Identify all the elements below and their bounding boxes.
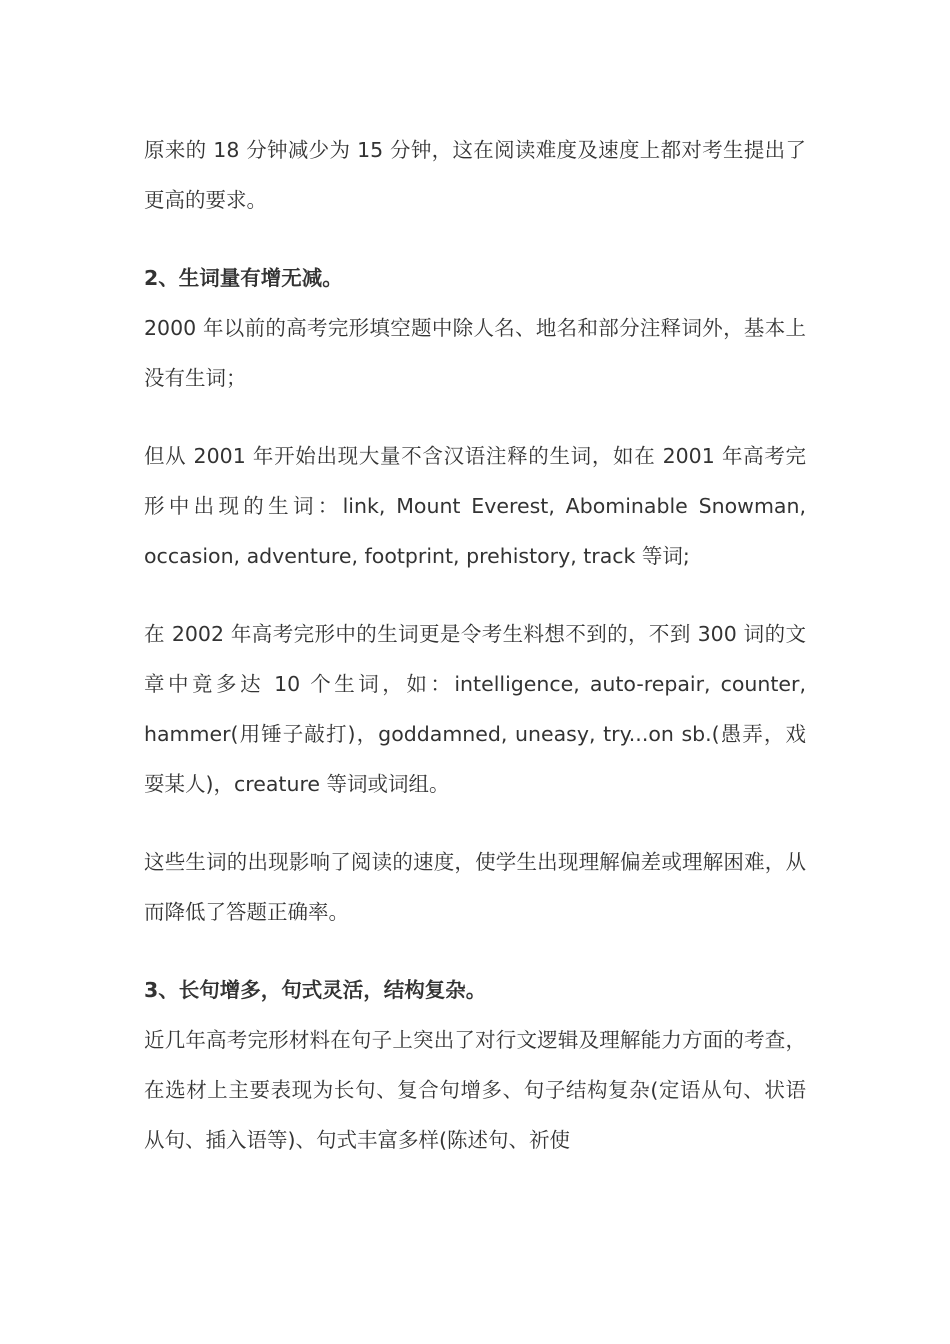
paragraph-2002-new-words: 在 2002 年高考完形中的生词更是令考生料想不到的，不到 300 词的文章中竟多达 10 个生词，如：intelligence, auto-repair, counter, hammer(用锤子敲打)，goddamned, uneasy, try...on sb.(愚弄，戏耍某人)，creature 等词或词组。	[144, 622, 806, 796]
section-heading-new-words: 2、生词量有增无减。	[144, 266, 343, 290]
paragraph-reading-impact: 这些生词的出现影响了阅读的速度，使学生出现理解偏差或理解困难，从而降低了答题正确率。	[144, 850, 806, 924]
document-body	[144, 125, 806, 1165]
section-heading-long-sentences: 3、长句增多，句式灵活，结构复杂。	[144, 978, 487, 1002]
paragraph-2001-new-words: 但从 2001 年开始出现大量不含汉语注释的生词，如在 2001 年高考完形中出现的生词：link, Mount Everest, Abominable Snowman, occasion, adventure, footprint, prehistory, track 等词;	[144, 444, 806, 568]
paragraph-time-reduction: 原来的 18 分钟减少为 15 分钟，这在阅读难度及速度上都对考生提出了更高的要求。	[144, 138, 806, 212]
paragraph-before-2000: 2000 年以前的高考完形填空题中除人名、地名和部分注释词外，基本上没有生词；	[144, 316, 806, 390]
paragraph-sentence-structure: 近几年高考完形材料在句子上突出了对行文逻辑及理解能力方面的考查，在选材上主要表现为长句、复合句增多、句子结构复杂(定语从句、状语从句、插入语等)、句式丰富多样(陈述句、祈使	[144, 1028, 806, 1152]
